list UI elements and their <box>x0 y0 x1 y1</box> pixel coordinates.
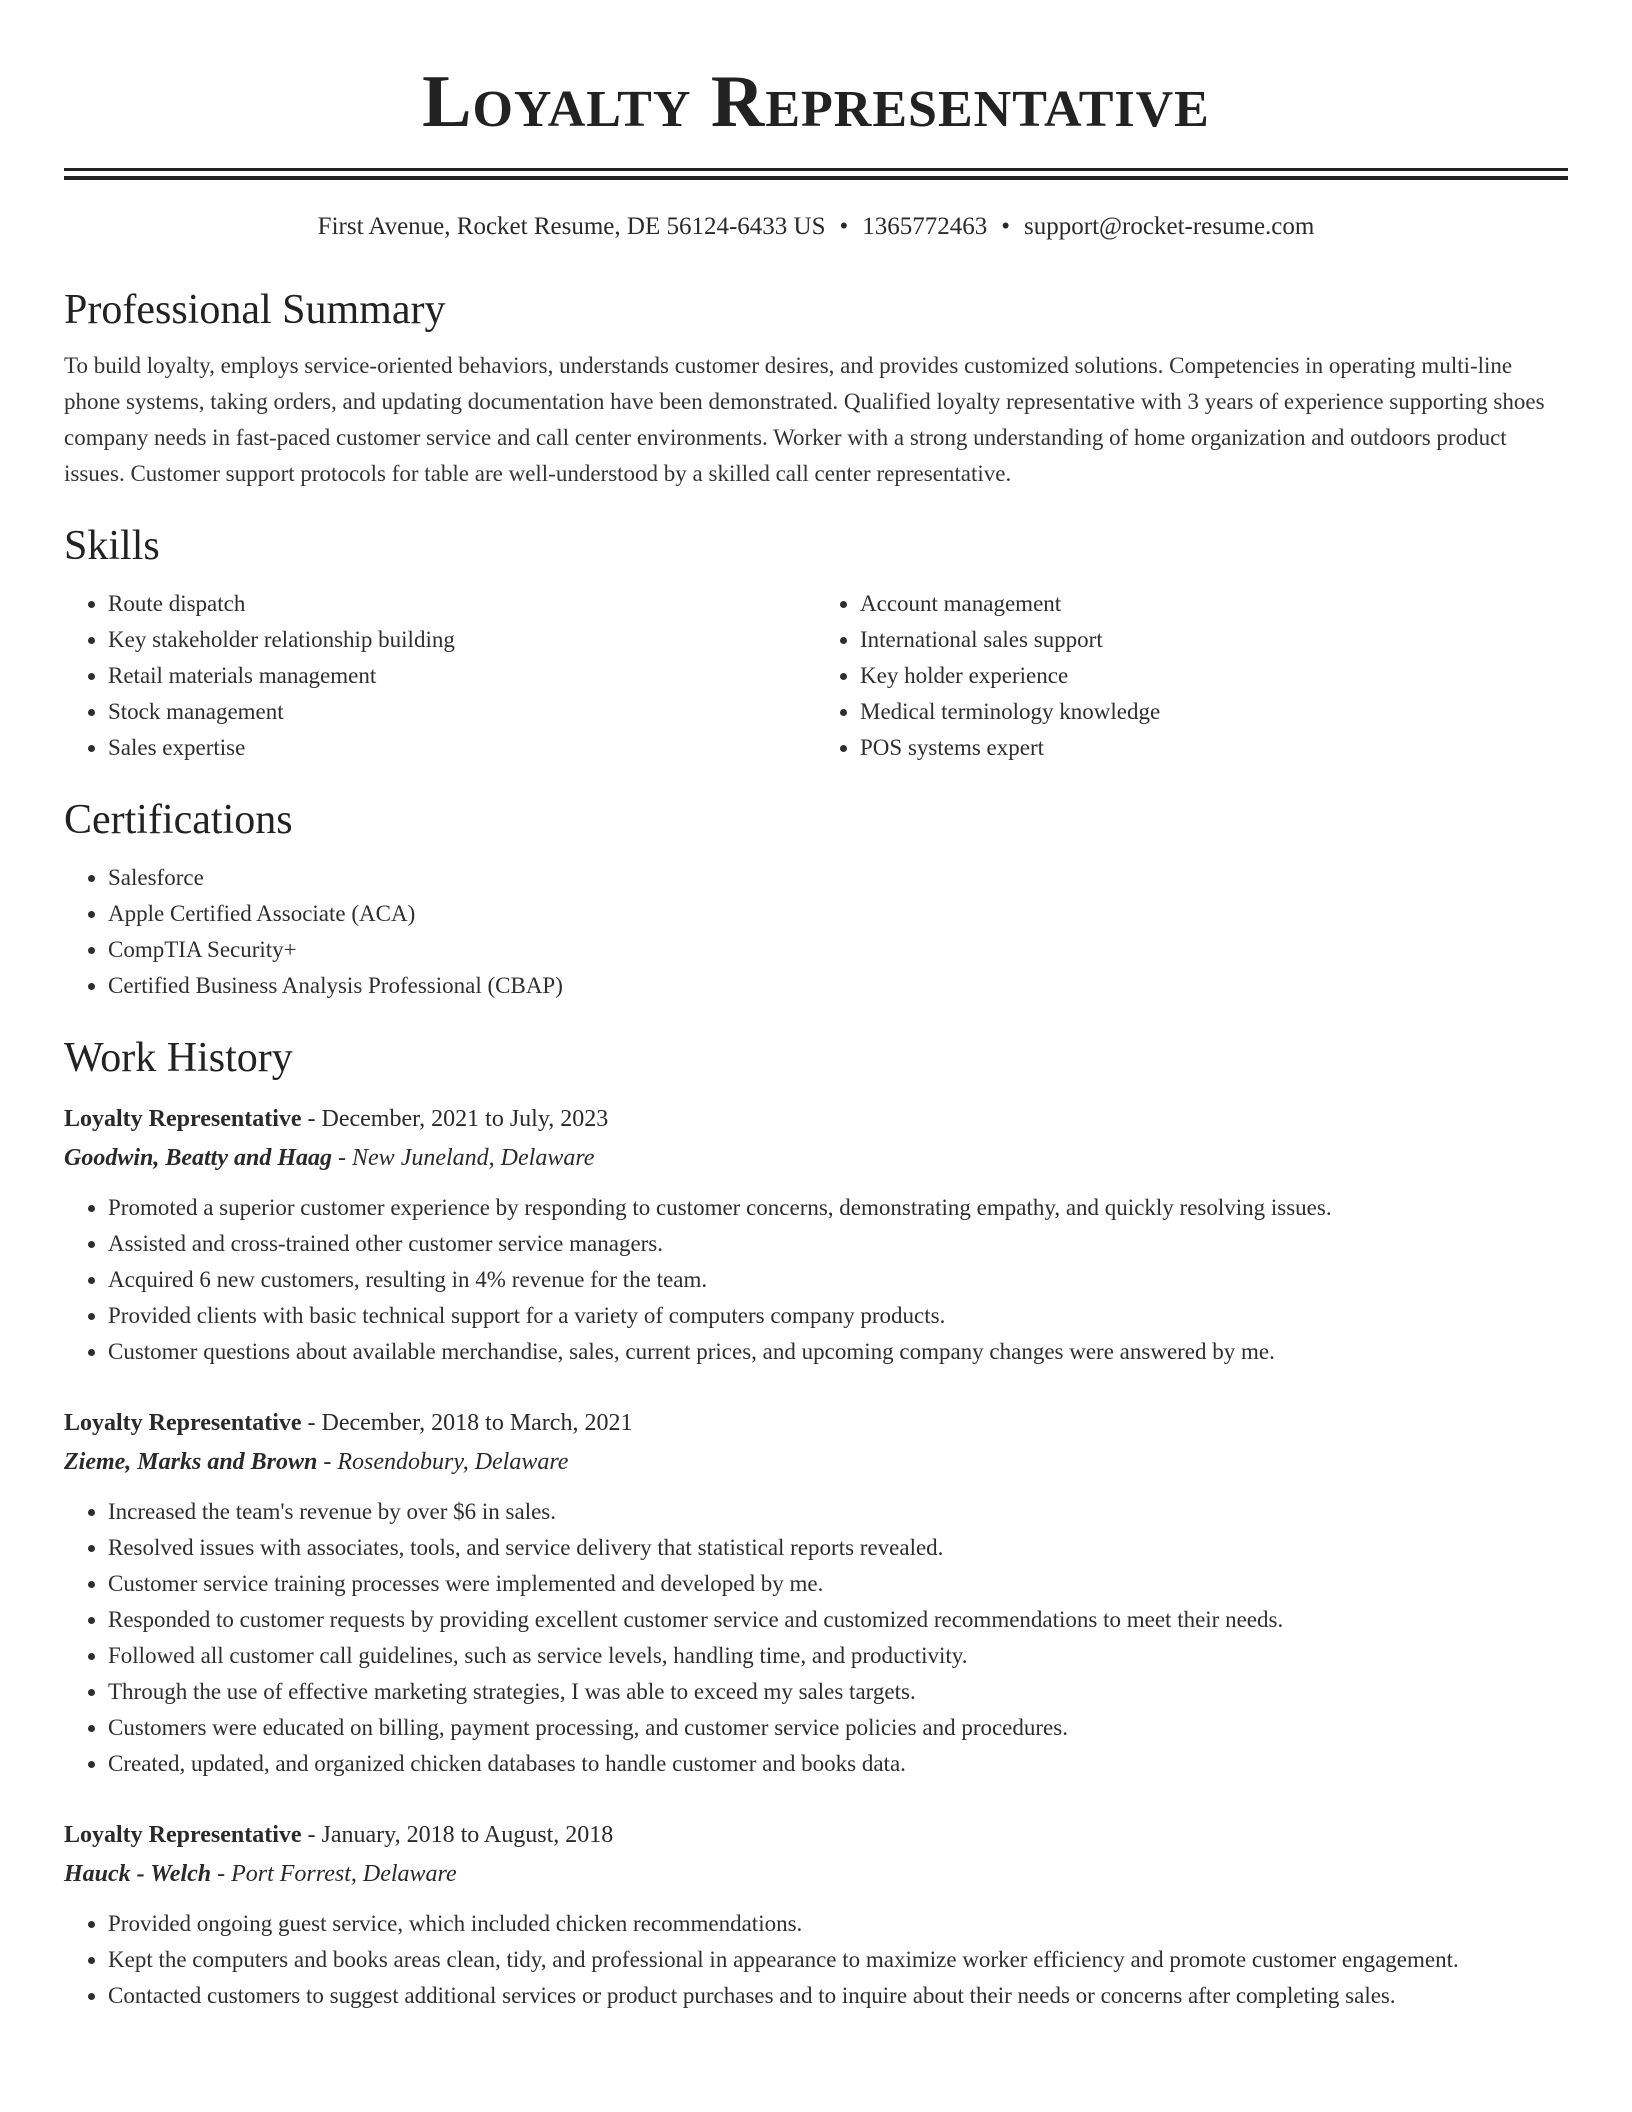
skill-item: • Medical terminology knowledge <box>860 694 1568 730</box>
job-location: - New Juneland, Delaware <box>332 1145 595 1171</box>
job-bullet: • Responded to customer requests by providing excellent customer service and customized recommendations to meet their needs. <box>108 1602 1568 1638</box>
skill-item: • Key holder experience <box>860 658 1568 694</box>
certification-item: • Salesforce <box>108 860 1568 896</box>
job-bullet: • Increased the team's revenue by over $6 in sales. <box>108 1494 1568 1530</box>
job-company-line <box>64 1854 1568 1894</box>
job-bullet: • Created, updated, and organized chicken databases to handle customer and books data. <box>108 1746 1568 1782</box>
job-bullet: • Customer service training processes were implemented and developed by me. <box>108 1566 1568 1602</box>
work-history-heading: Work History <box>64 1035 293 1081</box>
job-title-line <box>64 1816 1568 1854</box>
job-bullet: • Customer questions about available merchandise, sales, current prices, and upcoming company changes were answered by me. <box>108 1334 1568 1370</box>
skills-columns <box>64 586 1568 766</box>
job-entry <box>64 1404 1568 1782</box>
skills-heading: Skills <box>64 523 160 569</box>
job-bullet: • Assisted and cross-trained other customer service managers. <box>108 1226 1568 1262</box>
job-company: Hauck - Welch <box>64 1861 212 1887</box>
job-title-line <box>64 1100 1568 1138</box>
job-entry <box>64 1100 1568 1370</box>
contact-email: support@rocket-resume.com <box>1024 213 1315 240</box>
job-bullet: • Followed all customer call guidelines, such as service levels, handling time, and productivity. <box>108 1638 1568 1674</box>
contact-address: First Avenue, Rocket Resume, DE 56124-6433 US <box>317 213 826 240</box>
job-bullet: • Provided ongoing guest service, which included chicken recommendations. <box>108 1906 1568 1942</box>
contact-line <box>64 210 1568 244</box>
job-entry <box>64 1816 1568 2014</box>
contact-phone: 1365772463 <box>862 213 988 240</box>
job-bullet: • Kept the computers and books areas clean, tidy, and professional in appearance to maximize worker efficiency and promote customer engagement. <box>108 1942 1568 1978</box>
job-dates: - December, 2021 to July, 2023 <box>301 1106 609 1132</box>
job-dates: - December, 2018 to March, 2021 <box>301 1410 633 1436</box>
skill-item: • Retail materials management <box>108 658 816 694</box>
job-bullet-list <box>64 1190 1568 1370</box>
job-bullet: • Acquired 6 new customers, resulting in 4% revenue for the team. <box>108 1262 1568 1298</box>
resume-page <box>64 0 1568 2014</box>
job-dates: - January, 2018 to August, 2018 <box>301 1822 614 1848</box>
skill-item: • POS systems expert <box>860 730 1568 766</box>
job-company: Goodwin, Beatty and Haag <box>64 1145 333 1171</box>
skill-item: • International sales support <box>860 622 1568 658</box>
skill-item: • Route dispatch <box>108 586 816 622</box>
certifications-list <box>64 860 1568 1004</box>
job-bullet-list <box>64 1494 1568 1782</box>
contact-separator: • <box>1001 213 1011 240</box>
job-bullet: • Resolved issues with associates, tools, and service delivery that statistical reports revealed. <box>108 1530 1568 1566</box>
job-company-line <box>64 1442 1568 1482</box>
certifications-heading: Certifications <box>64 797 293 843</box>
job-bullet: • Provided clients with basic technical support for a variety of computers company products. <box>108 1298 1568 1334</box>
job-location: - Rosendobury, Delaware <box>317 1449 569 1475</box>
certification-item: • Apple Certified Associate (ACA) <box>108 896 1568 932</box>
job-location: - Port Forrest, Delaware <box>211 1861 457 1887</box>
job-company-line <box>64 1138 1568 1178</box>
job-role: Loyalty Representative <box>64 1106 302 1132</box>
summary-text: To build loyalty, employs service-oriented behaviors, understands customer desires, and provides customized solutions. Competencies in operating multi-line phone systems, taking orders, and updating documentation have been demonstrated. Qualified loyalty representative with 3 years of experience supporting shoes company needs in fast-paced customer service and call center environments. Worker with a strong understanding of home organization and outdoors product issues. Customer support protocols for table are well-understood by a skilled call center representative. <box>64 353 1545 486</box>
skills-list-right <box>816 586 1568 766</box>
job-title-line <box>64 1404 1568 1442</box>
job-bullet: • Contacted customers to suggest additional services or product purchases and to inquire about their needs or concerns after completing sales. <box>108 1978 1568 2014</box>
skill-item: • Sales expertise <box>108 730 816 766</box>
certification-item: • CompTIA Security+ <box>108 932 1568 968</box>
job-bullet-list <box>64 1906 1568 2014</box>
job-company: Zieme, Marks and Brown <box>64 1449 318 1475</box>
resume-title: Loyalty Representative <box>422 61 1210 143</box>
job-bullet: • Promoted a superior customer experience by responding to customer concerns, demonstrating empathy, and quickly resolving issues. <box>108 1190 1568 1226</box>
job-bullet: • Through the use of effective marketing strategies, I was able to exceed my sales targets. <box>108 1674 1568 1710</box>
job-bullet: • Customers were educated on billing, payment processing, and customer service policies and procedures. <box>108 1710 1568 1746</box>
certification-item: • Certified Business Analysis Professional (CBAP) <box>108 968 1568 1004</box>
title-double-rule <box>64 168 1568 180</box>
skills-list-left <box>64 586 816 766</box>
contact-separator: • <box>839 213 849 240</box>
job-role: Loyalty Representative <box>64 1410 302 1436</box>
summary-heading: Professional Summary <box>64 287 446 333</box>
skill-item: • Account management <box>860 586 1568 622</box>
skill-item: • Stock management <box>108 694 816 730</box>
skill-item: • Key stakeholder relationship building <box>108 622 816 658</box>
job-role: Loyalty Representative <box>64 1822 302 1848</box>
